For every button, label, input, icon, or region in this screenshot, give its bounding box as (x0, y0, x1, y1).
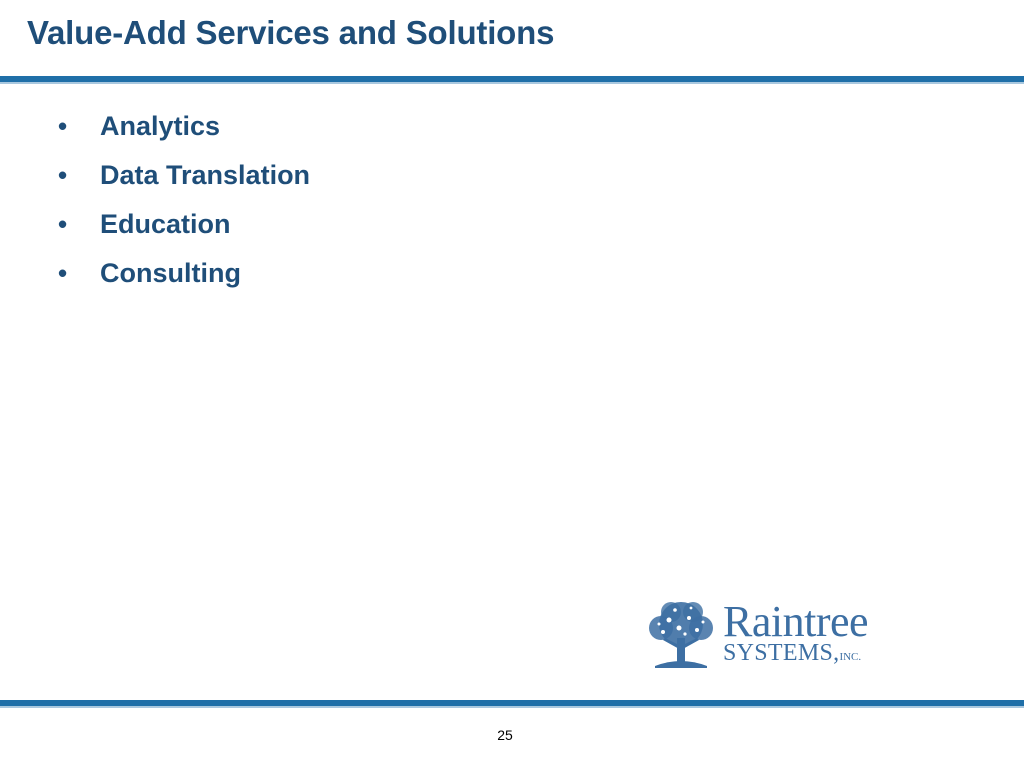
logo-wordmark: Raintree (723, 597, 869, 646)
logo-subtitle-text: SYSTEMS, (723, 640, 840, 666)
logo-inc: INC. (839, 651, 862, 663)
bullet-item (58, 200, 310, 249)
page-number: 25 (497, 727, 513, 743)
bullet-icon: • (58, 258, 68, 288)
bullet-list (58, 102, 310, 298)
bullet-icon: • (58, 209, 68, 239)
bullet-item (58, 249, 310, 298)
slide-title: Value-Add Services and Solutions (27, 14, 555, 51)
raintree-logo (645, 597, 905, 670)
bullet-text: Consulting (100, 258, 241, 288)
bullet-text: Data Translation (100, 160, 311, 190)
logo-subtitle (723, 640, 861, 667)
bullet-item (58, 151, 310, 200)
bullet-item (58, 102, 310, 151)
bullet-text: Education (100, 209, 231, 239)
footer-divider-shadow (0, 706, 1024, 708)
bullet-text: Analytics (100, 111, 221, 141)
bullet-icon: • (58, 160, 68, 190)
title-divider-shadow (0, 82, 1024, 84)
bullet-icon: • (58, 111, 68, 141)
tree-icon (645, 600, 717, 670)
